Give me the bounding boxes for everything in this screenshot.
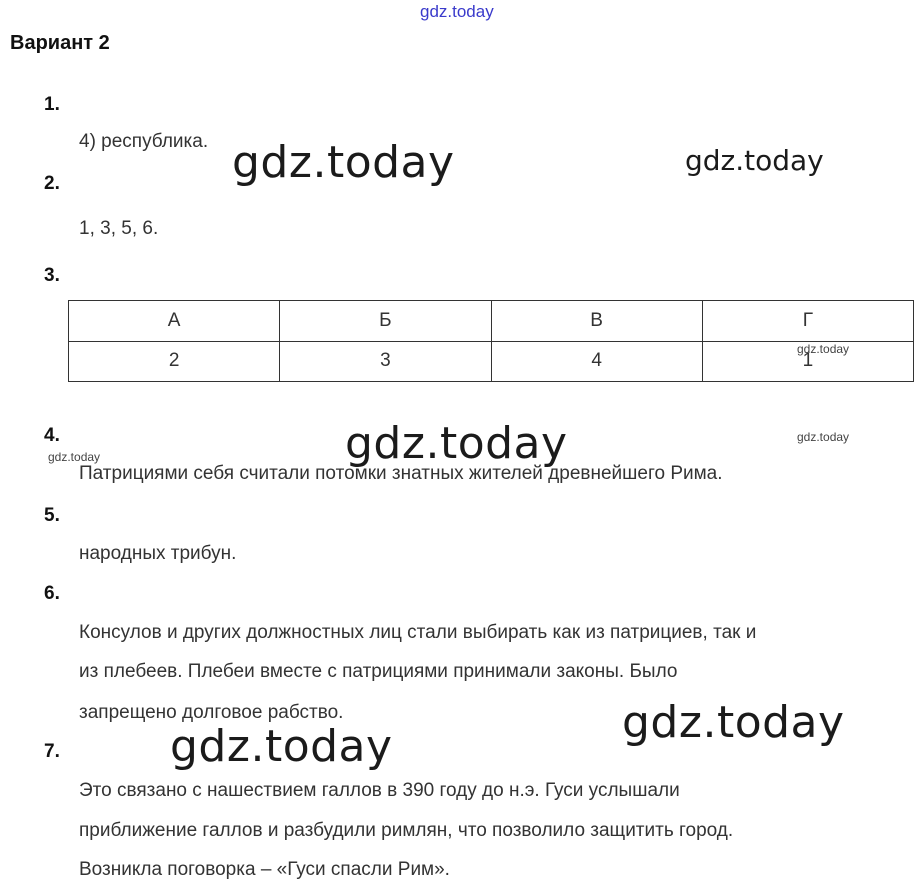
watermark-small: gdz.today	[797, 430, 850, 444]
answer-7-line-2: приближение галлов и разбудили римлян, что позволило защитить город.	[79, 820, 734, 841]
question-number-4: 4.	[44, 425, 60, 446]
table-cell: 4	[491, 341, 702, 382]
question-number-6: 6.	[44, 583, 60, 604]
table-header-row	[69, 301, 914, 342]
answer-6-line-3: запрещено долговое рабство.	[79, 702, 344, 723]
question-number-1: 1.	[44, 94, 60, 115]
watermark-large: gdz.today	[622, 697, 845, 748]
watermark-small: gdz.today	[48, 450, 101, 464]
question-number-5: 5.	[44, 505, 60, 526]
table-header-cell: В	[491, 301, 702, 342]
answer-table	[68, 300, 914, 382]
question-number-7: 7.	[44, 741, 60, 762]
answer-5: народных трибун.	[79, 543, 237, 564]
table-header-cell: Г	[702, 301, 913, 342]
answer-6-line-1: Консулов и других должностных лиц стали выбирать как из патрициев, так и	[79, 622, 757, 643]
watermark-large: gdz.today	[170, 721, 393, 772]
watermark-medium: gdz.today	[685, 144, 824, 177]
answer-4: Патрициями себя считали потомки знатных жителей древнейшего Рима.	[79, 463, 723, 484]
question-number-2: 2.	[44, 173, 60, 194]
watermark-large: gdz.today	[232, 137, 455, 188]
table-header-cell: Б	[280, 301, 491, 342]
page-title: Вариант 2	[10, 32, 110, 54]
answer-1: 4) республика.	[79, 131, 209, 152]
watermark-small: gdz.today	[797, 342, 850, 356]
answer-7-line-3: Возникла поговорка – «Гуси спасли Рим».	[79, 859, 450, 880]
site-watermark-top: gdz.today	[420, 2, 494, 21]
table-cell: 1	[702, 341, 913, 382]
table-cell: 3	[280, 341, 491, 382]
table-row	[69, 341, 914, 382]
watermark-large: gdz.today	[345, 418, 568, 469]
table-cell: 2	[69, 341, 280, 382]
answer-2: 1, 3, 5, 6.	[79, 218, 159, 239]
answer-6-line-2: из плебеев. Плебеи вместе с патрициями принимали законы. Было	[79, 661, 678, 682]
question-number-3: 3.	[44, 265, 60, 286]
table-header-cell: А	[69, 301, 280, 342]
answer-7-line-1: Это связано с нашествием галлов в 390 году до н.э. Гуси услышали	[79, 780, 680, 801]
